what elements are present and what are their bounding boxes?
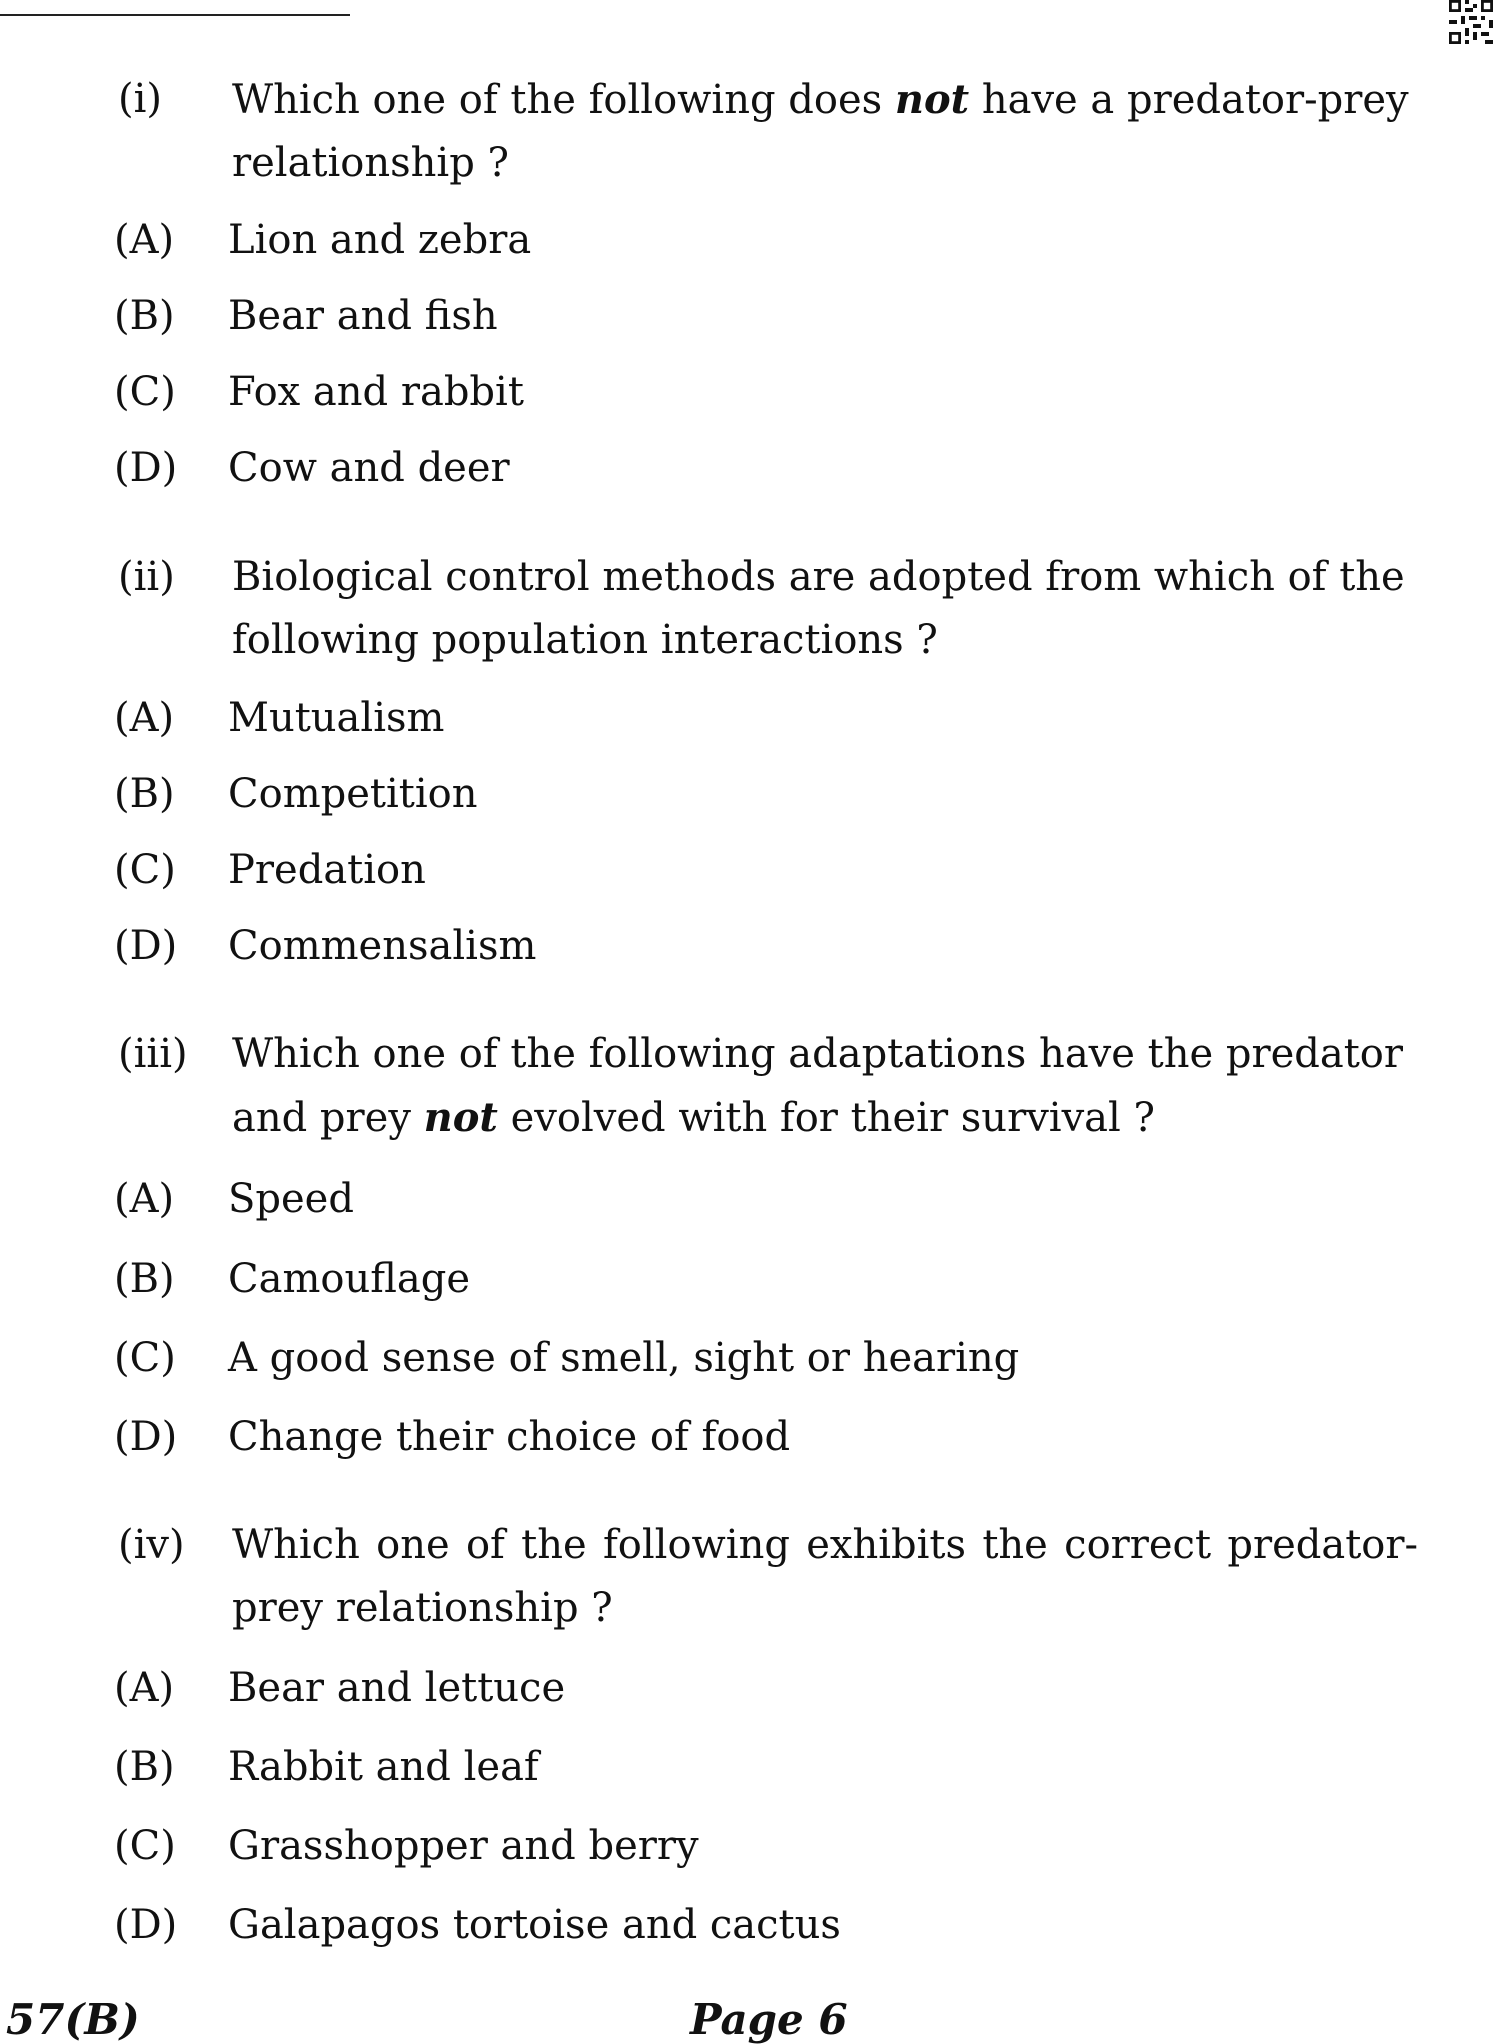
question-text: Biological control methods are adopted from which of the following population interactions ? [232,554,1405,663]
qr-code-icon [1449,0,1493,44]
question-text: Which one of the following does not have a predator-prey relationship ? [232,76,1409,186]
top-rule [0,14,350,16]
emphasis-not: not [423,1094,498,1141]
question-number: (ii) [118,554,175,600]
paper-code: 57(B) [6,1995,140,2044]
question-number: (iii) [118,1031,188,1077]
question-text: Which one of the following adaptations have the predator and prey not evolved with for their survival ? [232,1031,1403,1141]
page-number: Page 6 [690,1995,848,2044]
question-number: (iv) [118,1522,185,1568]
question-text: Which one of the following exhibits the correct predator-prey relationship ? [232,1522,1418,1631]
emphasis-not: not [894,76,970,123]
question-number: (i) [118,76,163,122]
